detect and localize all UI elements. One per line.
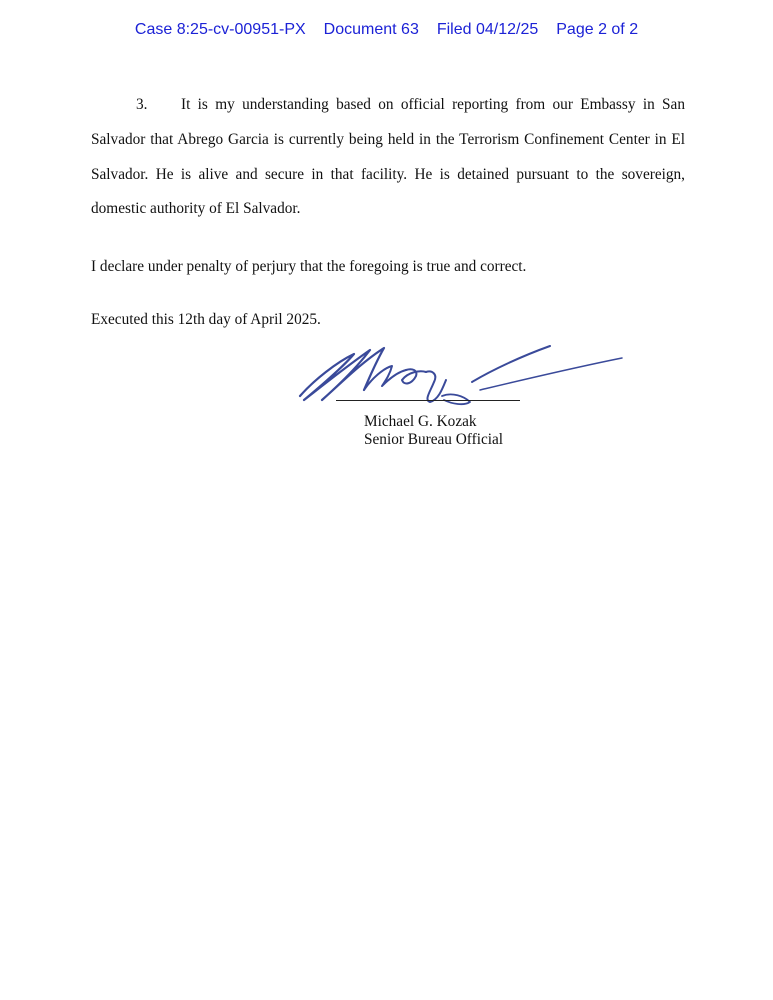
signature-line <box>336 400 520 401</box>
page-number: Page 2 of 2 <box>556 21 639 38</box>
paragraph-number: 3. <box>136 96 148 113</box>
case-number: Case 8:25-cv-00951-PX <box>134 21 306 38</box>
filed-date: Filed 04/12/25 <box>436 21 539 38</box>
declaration-statement: I declare under penalty of perjury that the foregoing is true and correct. <box>91 258 527 275</box>
case-header <box>0 21 773 39</box>
handwritten-signature <box>292 340 627 420</box>
paragraph-3 <box>91 88 685 227</box>
paragraph-text: It is my understanding based on official reporting from our Embassy in San Salvador that Abrego Garcia is currently being held in the Terrorism Confinement Center in El Salvador. He is alive and secure in that facility. He is detained pursuant to the sovereign, domestic authority of El Salvador. <box>91 96 685 218</box>
signer-title: Senior Bureau Official <box>364 431 504 448</box>
document-number: Document 63 <box>323 21 419 38</box>
execution-date-line: Executed this 12th day of April 2025. <box>91 311 321 328</box>
signer-name: Michael G. Kozak <box>364 413 477 430</box>
